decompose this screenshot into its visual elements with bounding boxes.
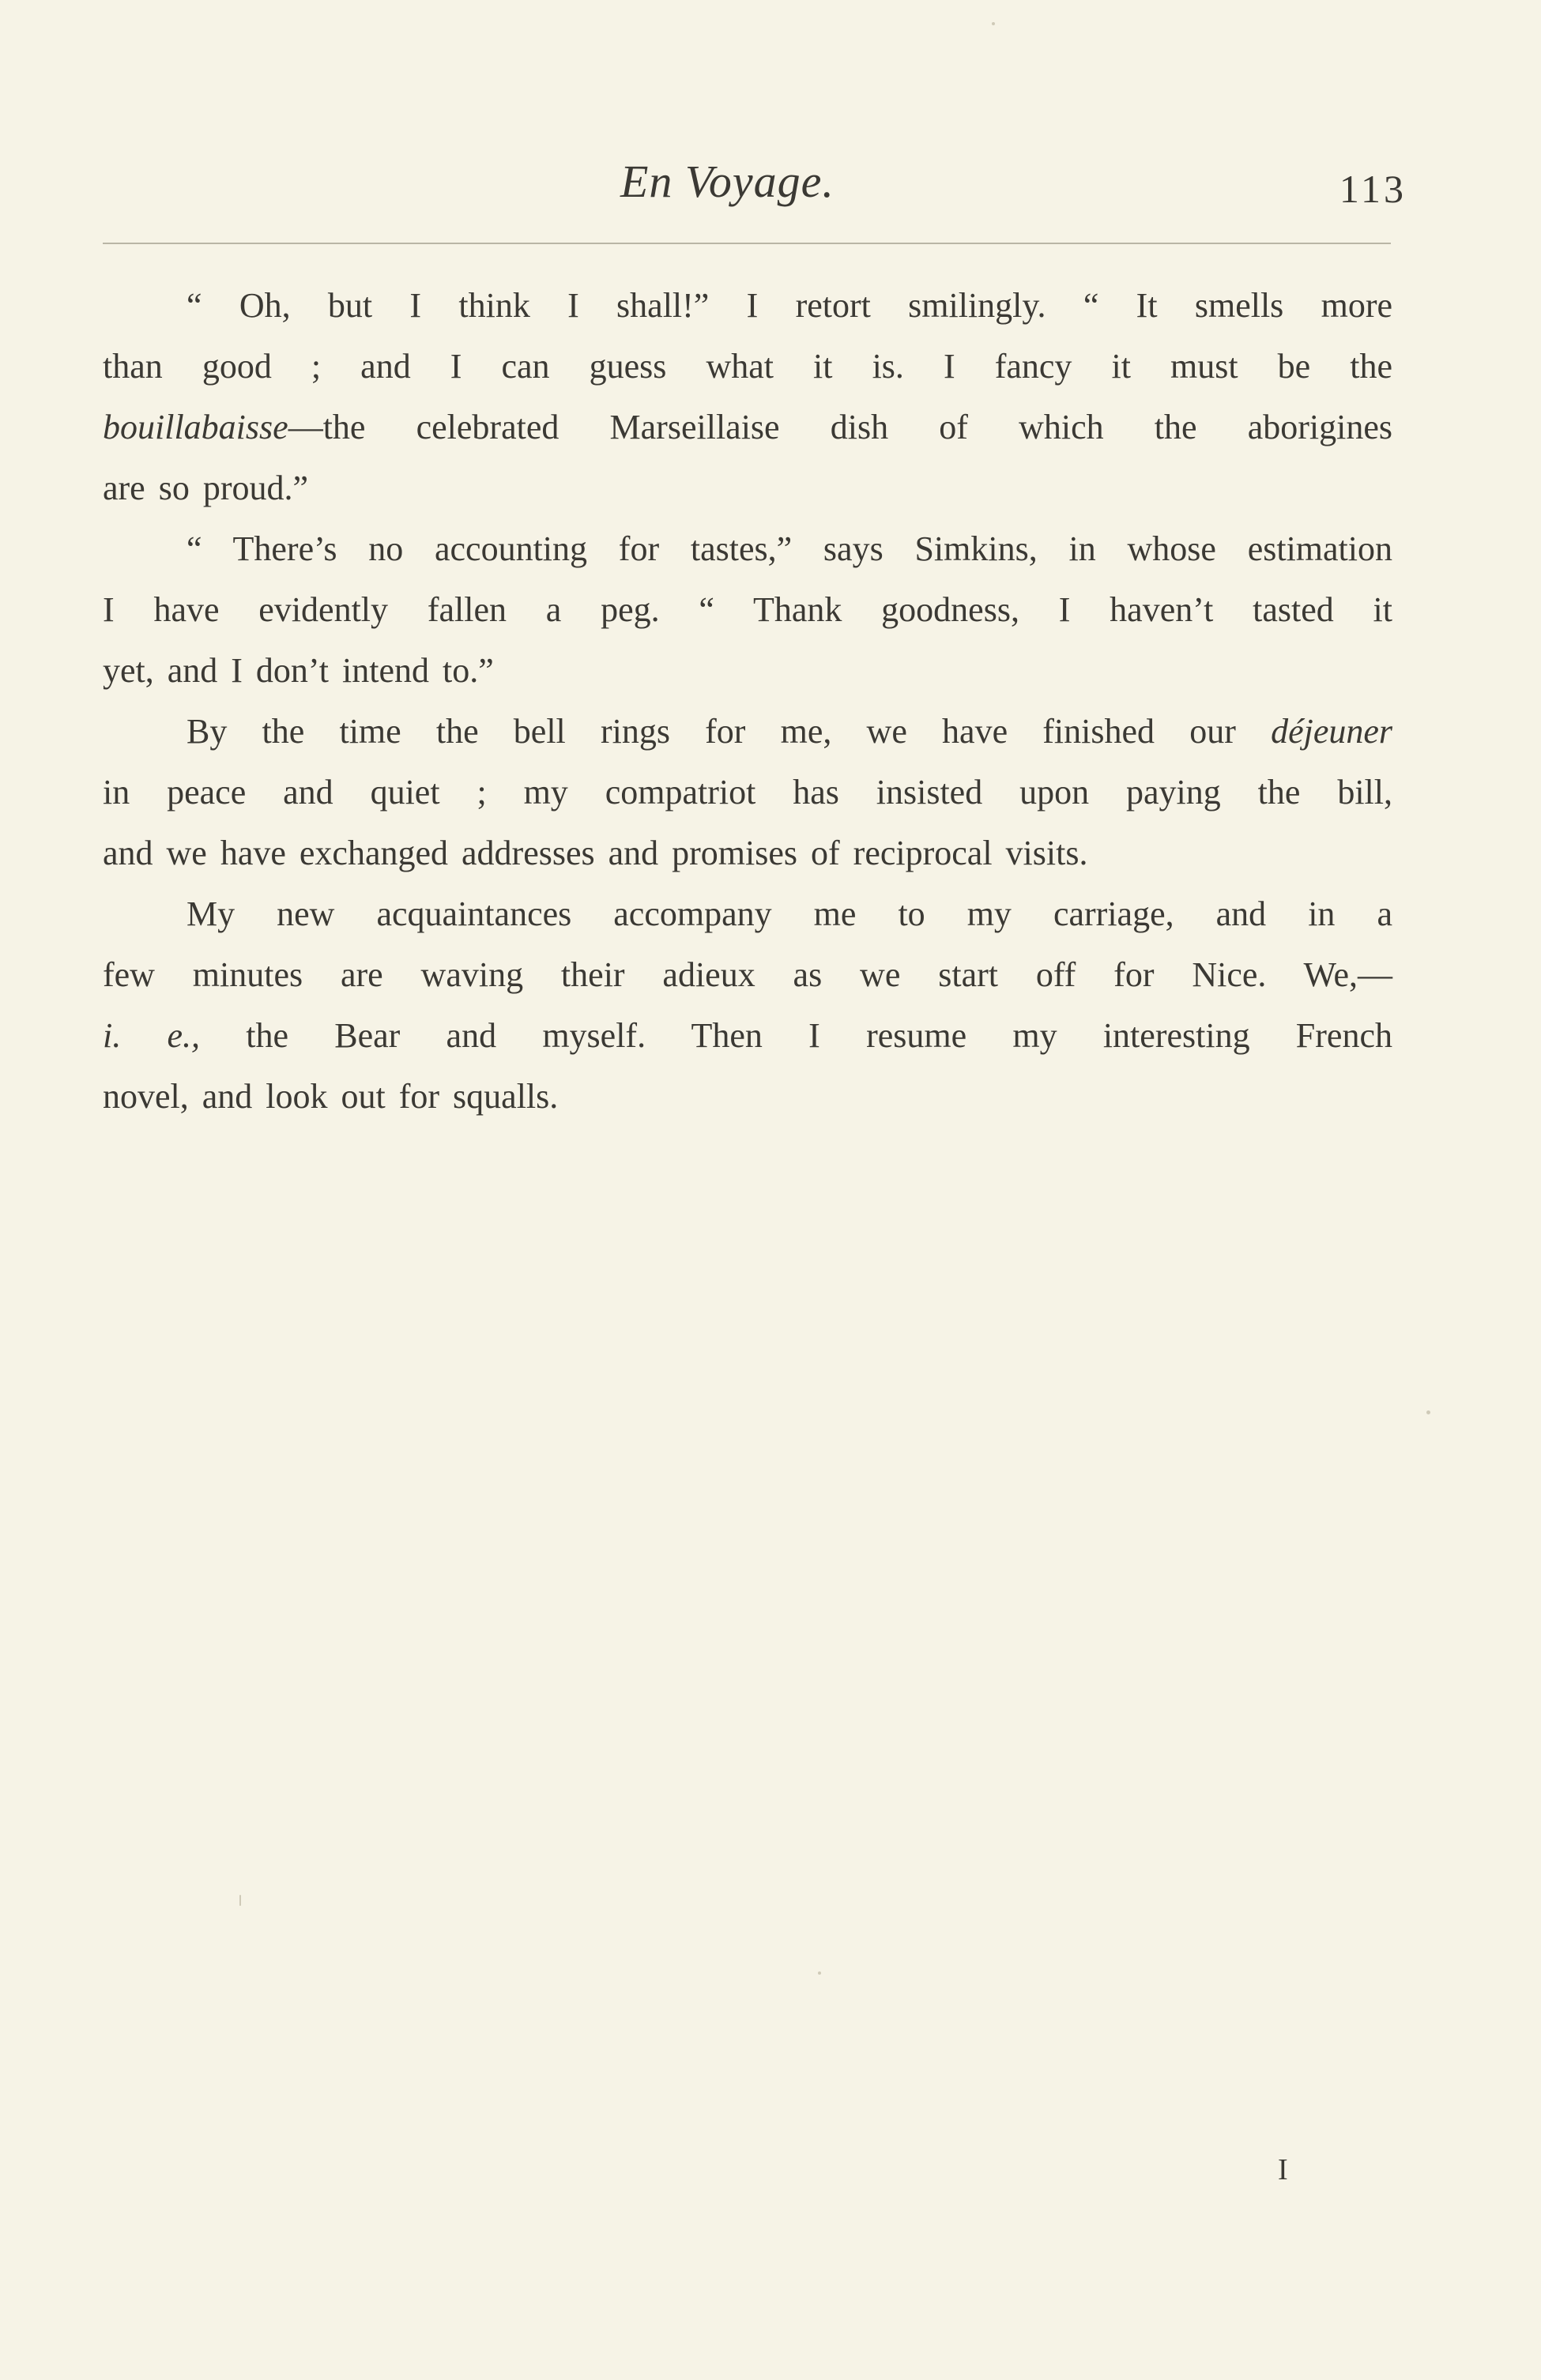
text-line: “ There’s no accounting for tastes,” says Simkins, in whose estimation [187,529,1392,568]
text-line: are so proud.” [103,469,309,507]
italic-word: déjeuner [1271,712,1392,751]
text-line: “ Oh, but I think I shall!” I retort smilingly. “ It smells more [187,286,1392,325]
paper-speck [239,1895,241,1906]
text-line: and we have exchanged addresses and promises of reciprocal visits. [103,834,1088,872]
running-title: En Voyage. [620,156,835,207]
text-fragment: the Bear and myself. Then I resume my interesting French [246,1016,1392,1055]
text-line: than good ; and I can guess what it is. I fancy it must be the [103,347,1392,386]
paper-speck [818,1971,821,1975]
running-head [0,155,1541,218]
paper-speck [992,22,995,25]
body-text [103,275,1392,1127]
text-line: few minutes are waving their adieux as we start off for Nice. We,— [103,955,1392,994]
paper-speck [1426,1410,1430,1414]
header-rule [103,243,1391,244]
paragraph-4 [103,883,1392,1127]
text-line: novel, and look out for squalls. [103,1077,559,1116]
text-line: I have evidently fallen a peg. “ Thank goodness, I haven’t tasted it [103,590,1392,629]
text-line: in peace and quiet ; my compatriot has insisted upon paying the bill, [103,773,1392,812]
signature-mark: I [1278,2153,1288,2186]
paragraph-2 [103,518,1392,701]
italic-word: i. e., [103,1016,200,1055]
paragraph-1 [103,275,1392,518]
text-line-with-italic [103,701,1392,762]
paragraph-3 [103,701,1392,883]
page-number: 113 [1339,167,1407,211]
italic-word: bouillabaisse [103,408,288,446]
text-line: My new acquaintances accompany me to my carriage, and in a [187,894,1392,933]
text-line: yet, and I don’t intend to.” [103,651,494,690]
text-fragment: —the celebrated Marseillaise dish of which the aborigines [288,408,1392,446]
text-line-with-italic [103,397,1392,458]
text-line-with-italic [103,1005,1392,1066]
text-fragment: By the time the bell rings for me, we have finished our [187,712,1236,751]
